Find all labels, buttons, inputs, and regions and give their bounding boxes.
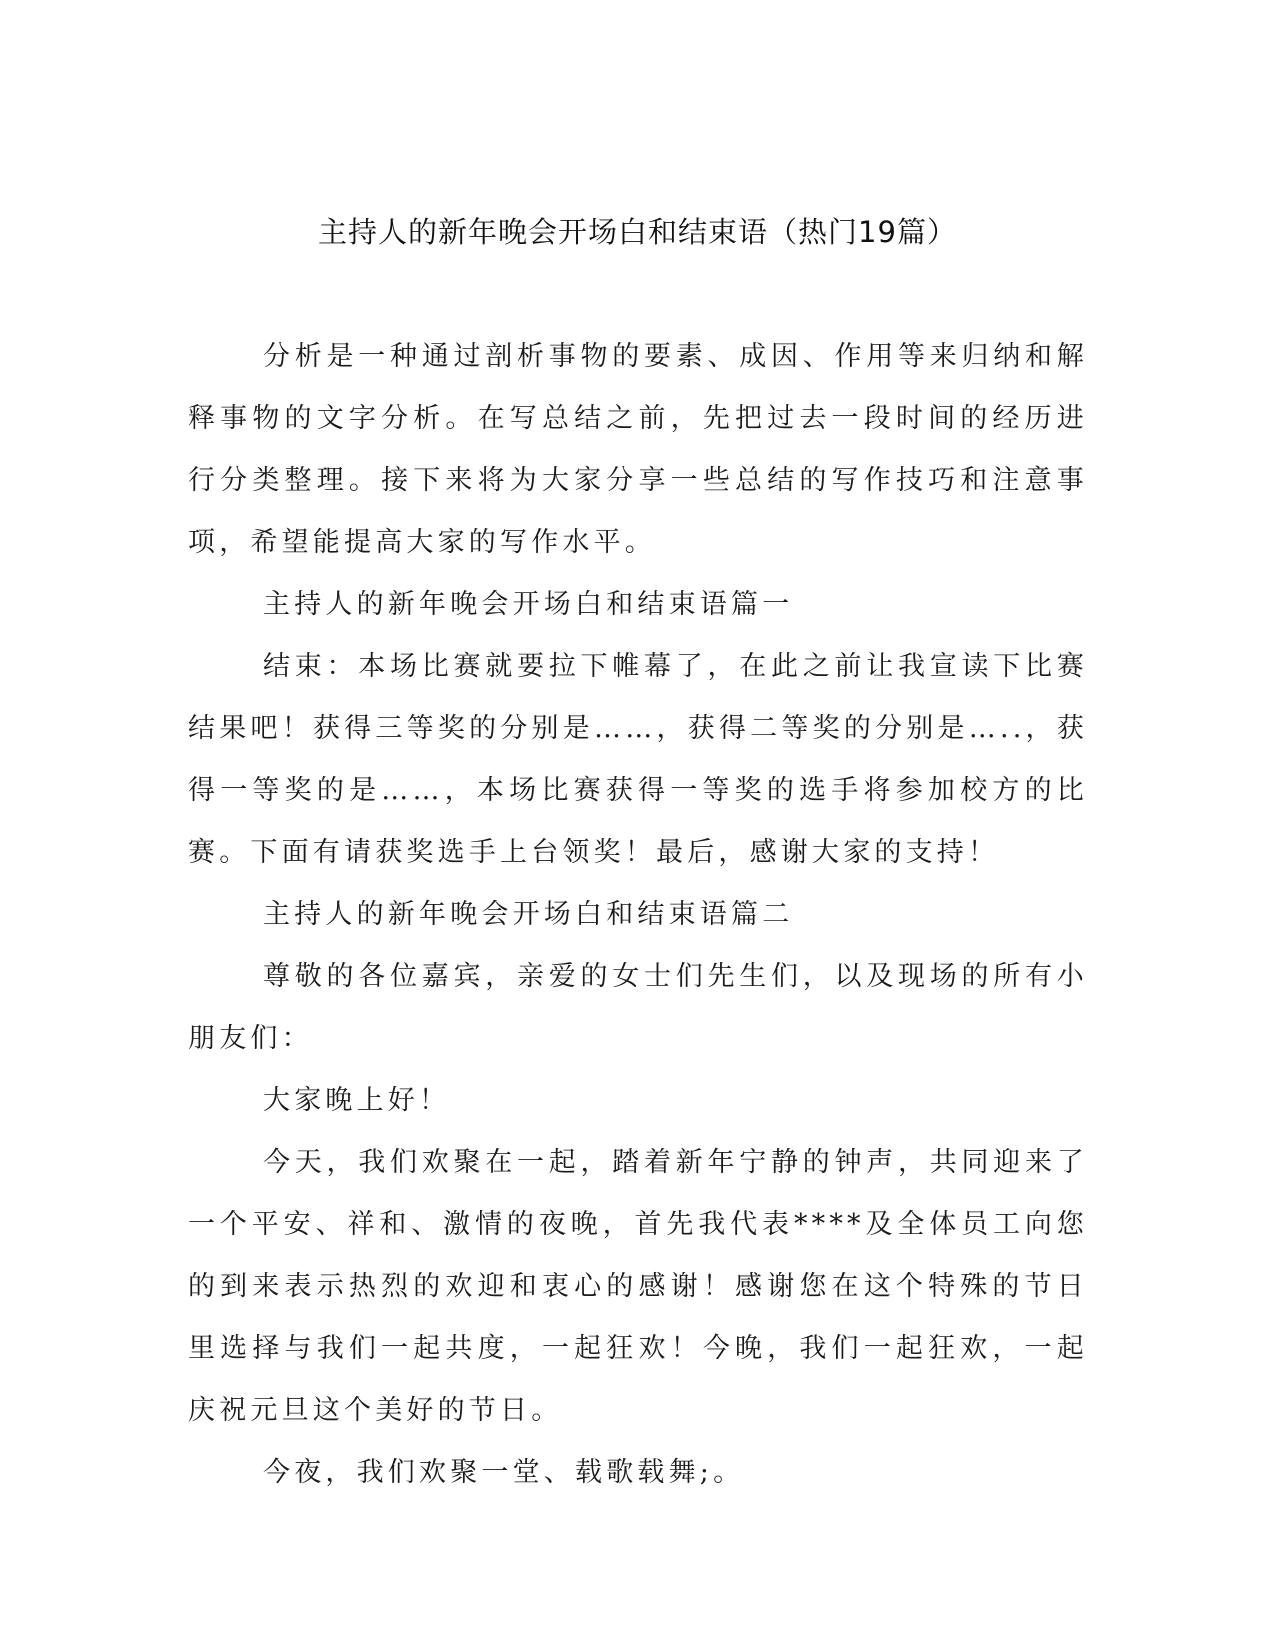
tonight-paragraph: 今夜，我们欢聚一堂、载歌载舞;。: [263, 1457, 745, 1488]
welcome-paragraph: 今天，我们欢聚在一起，踏着新年宁静的钟声，共同迎来了一个平安、祥和、激情的夜晚，首先我代表****及全体员工向您的到来表示热烈的欢迎和衷心的感谢！感谢您在这个特殊的节日里选择与我们一起共度，一起狂欢！今晚，我们一起狂欢，一起庆祝元旦这个美好的节日。: [188, 1147, 1088, 1426]
document-title: 主持人的新年晚会开场白和结束语（热门19篇）: [318, 215, 957, 249]
section-heading-2: 主持人的新年晚会开场白和结束语篇二: [263, 899, 794, 930]
good-evening-paragraph: 大家晚上好！: [263, 1085, 451, 1116]
greeting-paragraph: 尊敬的各位嘉宾，亲爱的女士们先生们，以及现场的所有小朋友们：: [188, 961, 1088, 1054]
intro-paragraph: 分析是一种通过剖析事物的要素、成因、作用等来归纳和解释事物的文字分析。在写总结之前，先把过去一段时间的经历进行分类整理。接下来将为大家分享一些总结的写作技巧和注意事项，希望能提高大家的写作水平。: [188, 341, 1088, 558]
document-body: [188, 326, 1088, 1504]
section-heading-1: 主持人的新年晚会开场白和结束语篇一: [263, 589, 794, 620]
closing-paragraph: 结束：本场比赛就要拉下帷幕了，在此之前让我宣读下比赛结果吧！获得三等奖的分别是……，获得二等奖的分别是…..，获得一等奖的是……，本场比赛获得一等奖的选手将参加校方的比赛。下面有请获奖选手上台领奖！最后，感谢大家的支持！: [188, 651, 1088, 868]
